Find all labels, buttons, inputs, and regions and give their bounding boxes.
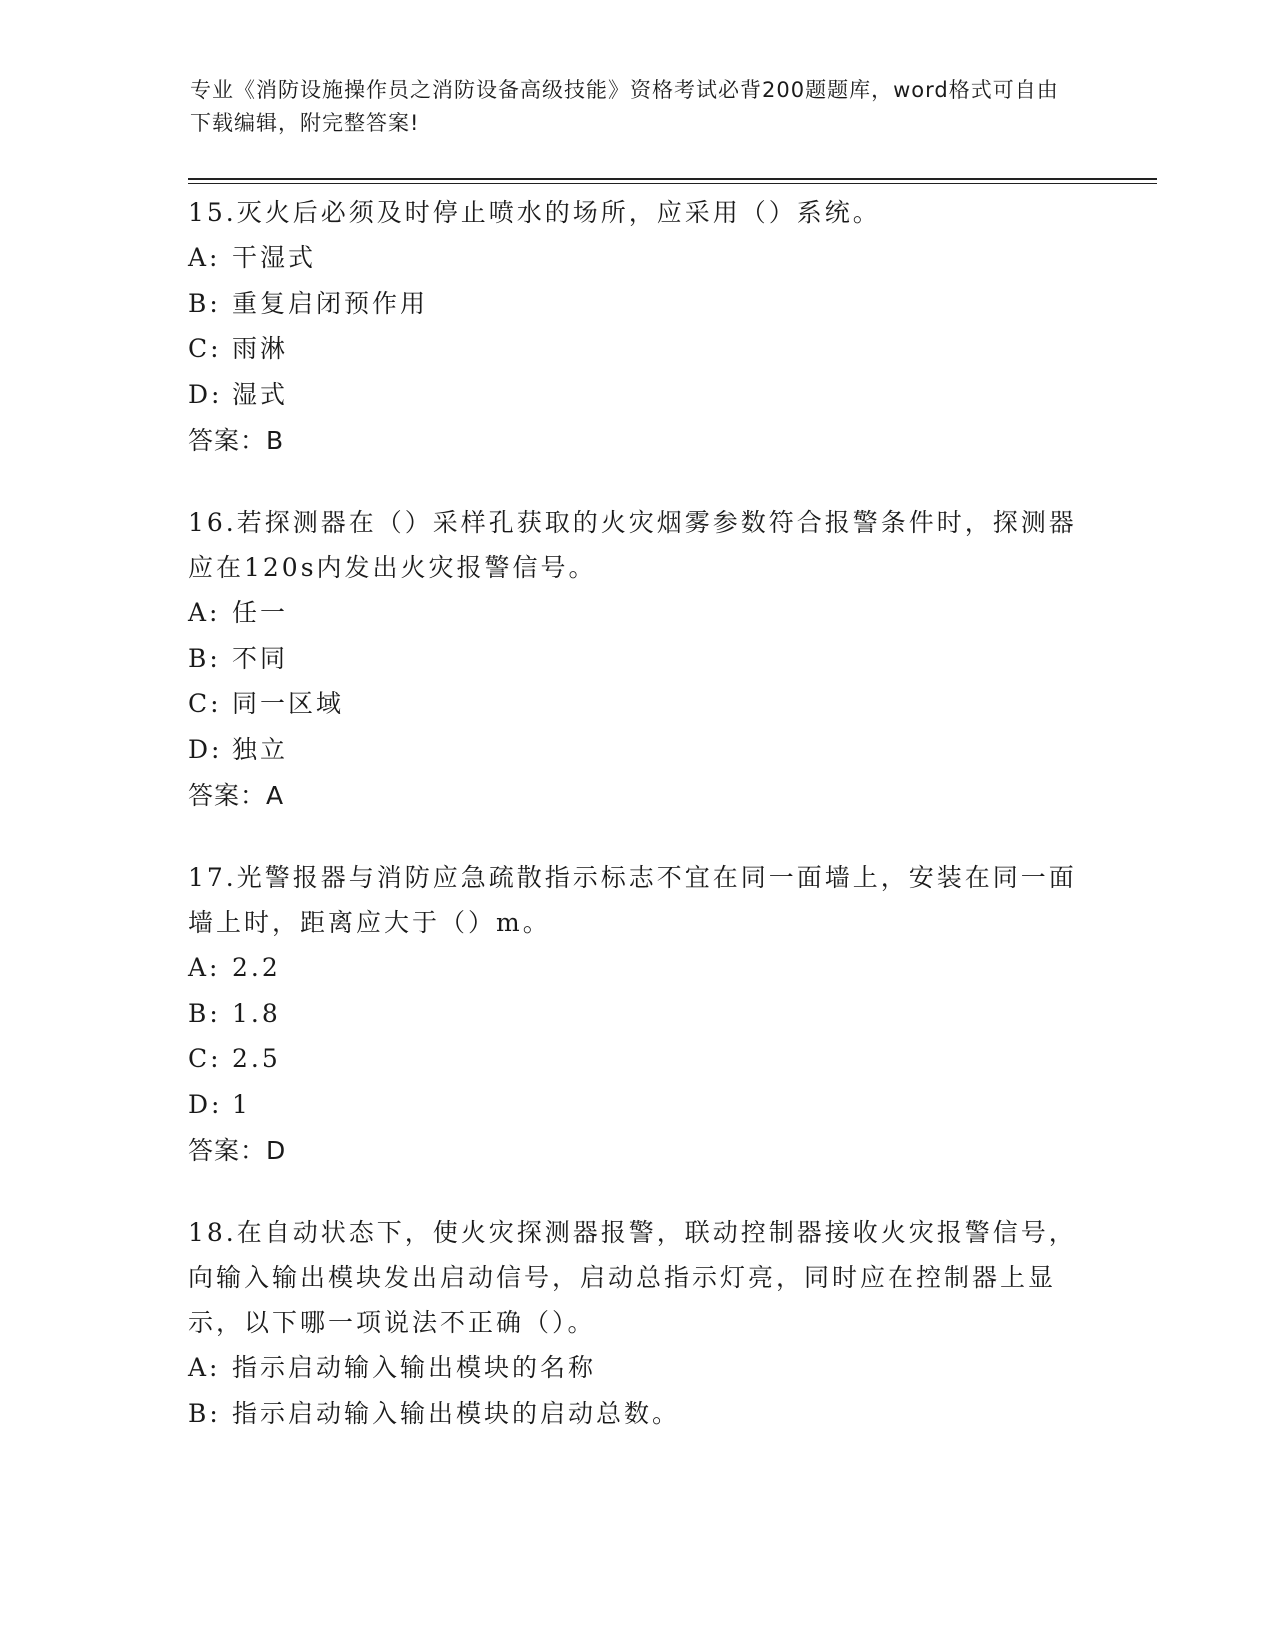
option-d — [188, 372, 1088, 418]
option-a — [188, 590, 1088, 636]
option-text: 指示启动输入输出模块的启动总数。 — [232, 1398, 681, 1428]
question-18 — [188, 1210, 1088, 1436]
option-text: 任一 — [232, 598, 289, 627]
question-16 — [188, 500, 1088, 820]
header-rule-thick — [188, 178, 1157, 180]
option-key: A: — [188, 953, 221, 982]
option-text: 不同 — [232, 643, 289, 673]
option-a — [188, 945, 1088, 991]
answer-label: 答案：A — [188, 781, 285, 810]
document-header: 专业《消防设施操作员之消防设备高级技能》资格考试必背200题题库，word格式可自由下载编辑，附完整答案! — [190, 78, 1059, 135]
option-text: 2.5 — [232, 1044, 281, 1073]
option-text: 重复启闭预作用 — [232, 288, 429, 318]
option-text: 湿式 — [232, 379, 289, 409]
option-c — [188, 1036, 1088, 1082]
option-b — [188, 636, 1088, 682]
option-key: D: — [188, 734, 223, 764]
option-key: A: — [188, 243, 221, 272]
option-text: 同一区域 — [232, 689, 345, 718]
option-c — [188, 681, 1088, 727]
option-d — [188, 1082, 1088, 1128]
header-rule-thin — [188, 183, 1157, 184]
option-text: 独立 — [232, 734, 289, 764]
question-17 — [188, 855, 1088, 1175]
option-text: 指示启动输入输出模块的名称 — [232, 1353, 597, 1382]
question-text: 17.光警报器与消防应急疏散指示标志不宜在同一面墙上，安装在同一面墙上时，距离应大于（）m。 — [188, 863, 1077, 937]
option-a — [188, 1345, 1088, 1391]
option-text: 雨淋 — [232, 334, 289, 363]
option-key: B: — [188, 643, 221, 673]
option-key: C: — [188, 1044, 222, 1073]
answer-label: 答案：B — [188, 426, 285, 455]
option-key: A: — [188, 598, 221, 627]
option-key: D: — [188, 1089, 223, 1119]
option-key: B: — [188, 288, 221, 318]
answer-label: 答案：D — [188, 1136, 287, 1165]
option-key: B: — [188, 998, 221, 1028]
option-text: 1 — [232, 1089, 251, 1119]
question-text: 15.灭火后必须及时停止喷水的场所，应采用（）系统。 — [188, 198, 881, 227]
option-b — [188, 991, 1088, 1037]
question-text: 16.若探测器在（）采样孔获取的火灾烟雾参数符合报警条件时，探测器应在120s内发出火灾报警信号。 — [188, 508, 1077, 582]
option-key: C: — [188, 334, 222, 363]
option-d — [188, 727, 1088, 773]
option-b — [188, 281, 1088, 327]
option-key: A: — [188, 1353, 221, 1382]
option-c — [188, 326, 1088, 372]
question-list — [188, 190, 1088, 1471]
question-text: 18.在自动状态下，使火灾探测器报警，联动控制器接收火灾报警信号，向输入输出模块发出启动信号，启动总指示灯亮，同时应在控制器上显示，以下哪一项说法不正确（）。 — [188, 1218, 1077, 1337]
option-text: 干湿式 — [232, 243, 317, 272]
option-a — [188, 235, 1088, 281]
option-b — [188, 1391, 1088, 1437]
option-key: C: — [188, 689, 222, 718]
question-15 — [188, 190, 1088, 465]
option-key: D: — [188, 379, 223, 409]
option-text: 1.8 — [232, 998, 281, 1028]
option-text: 2.2 — [232, 953, 281, 982]
option-key: B: — [188, 1398, 221, 1428]
